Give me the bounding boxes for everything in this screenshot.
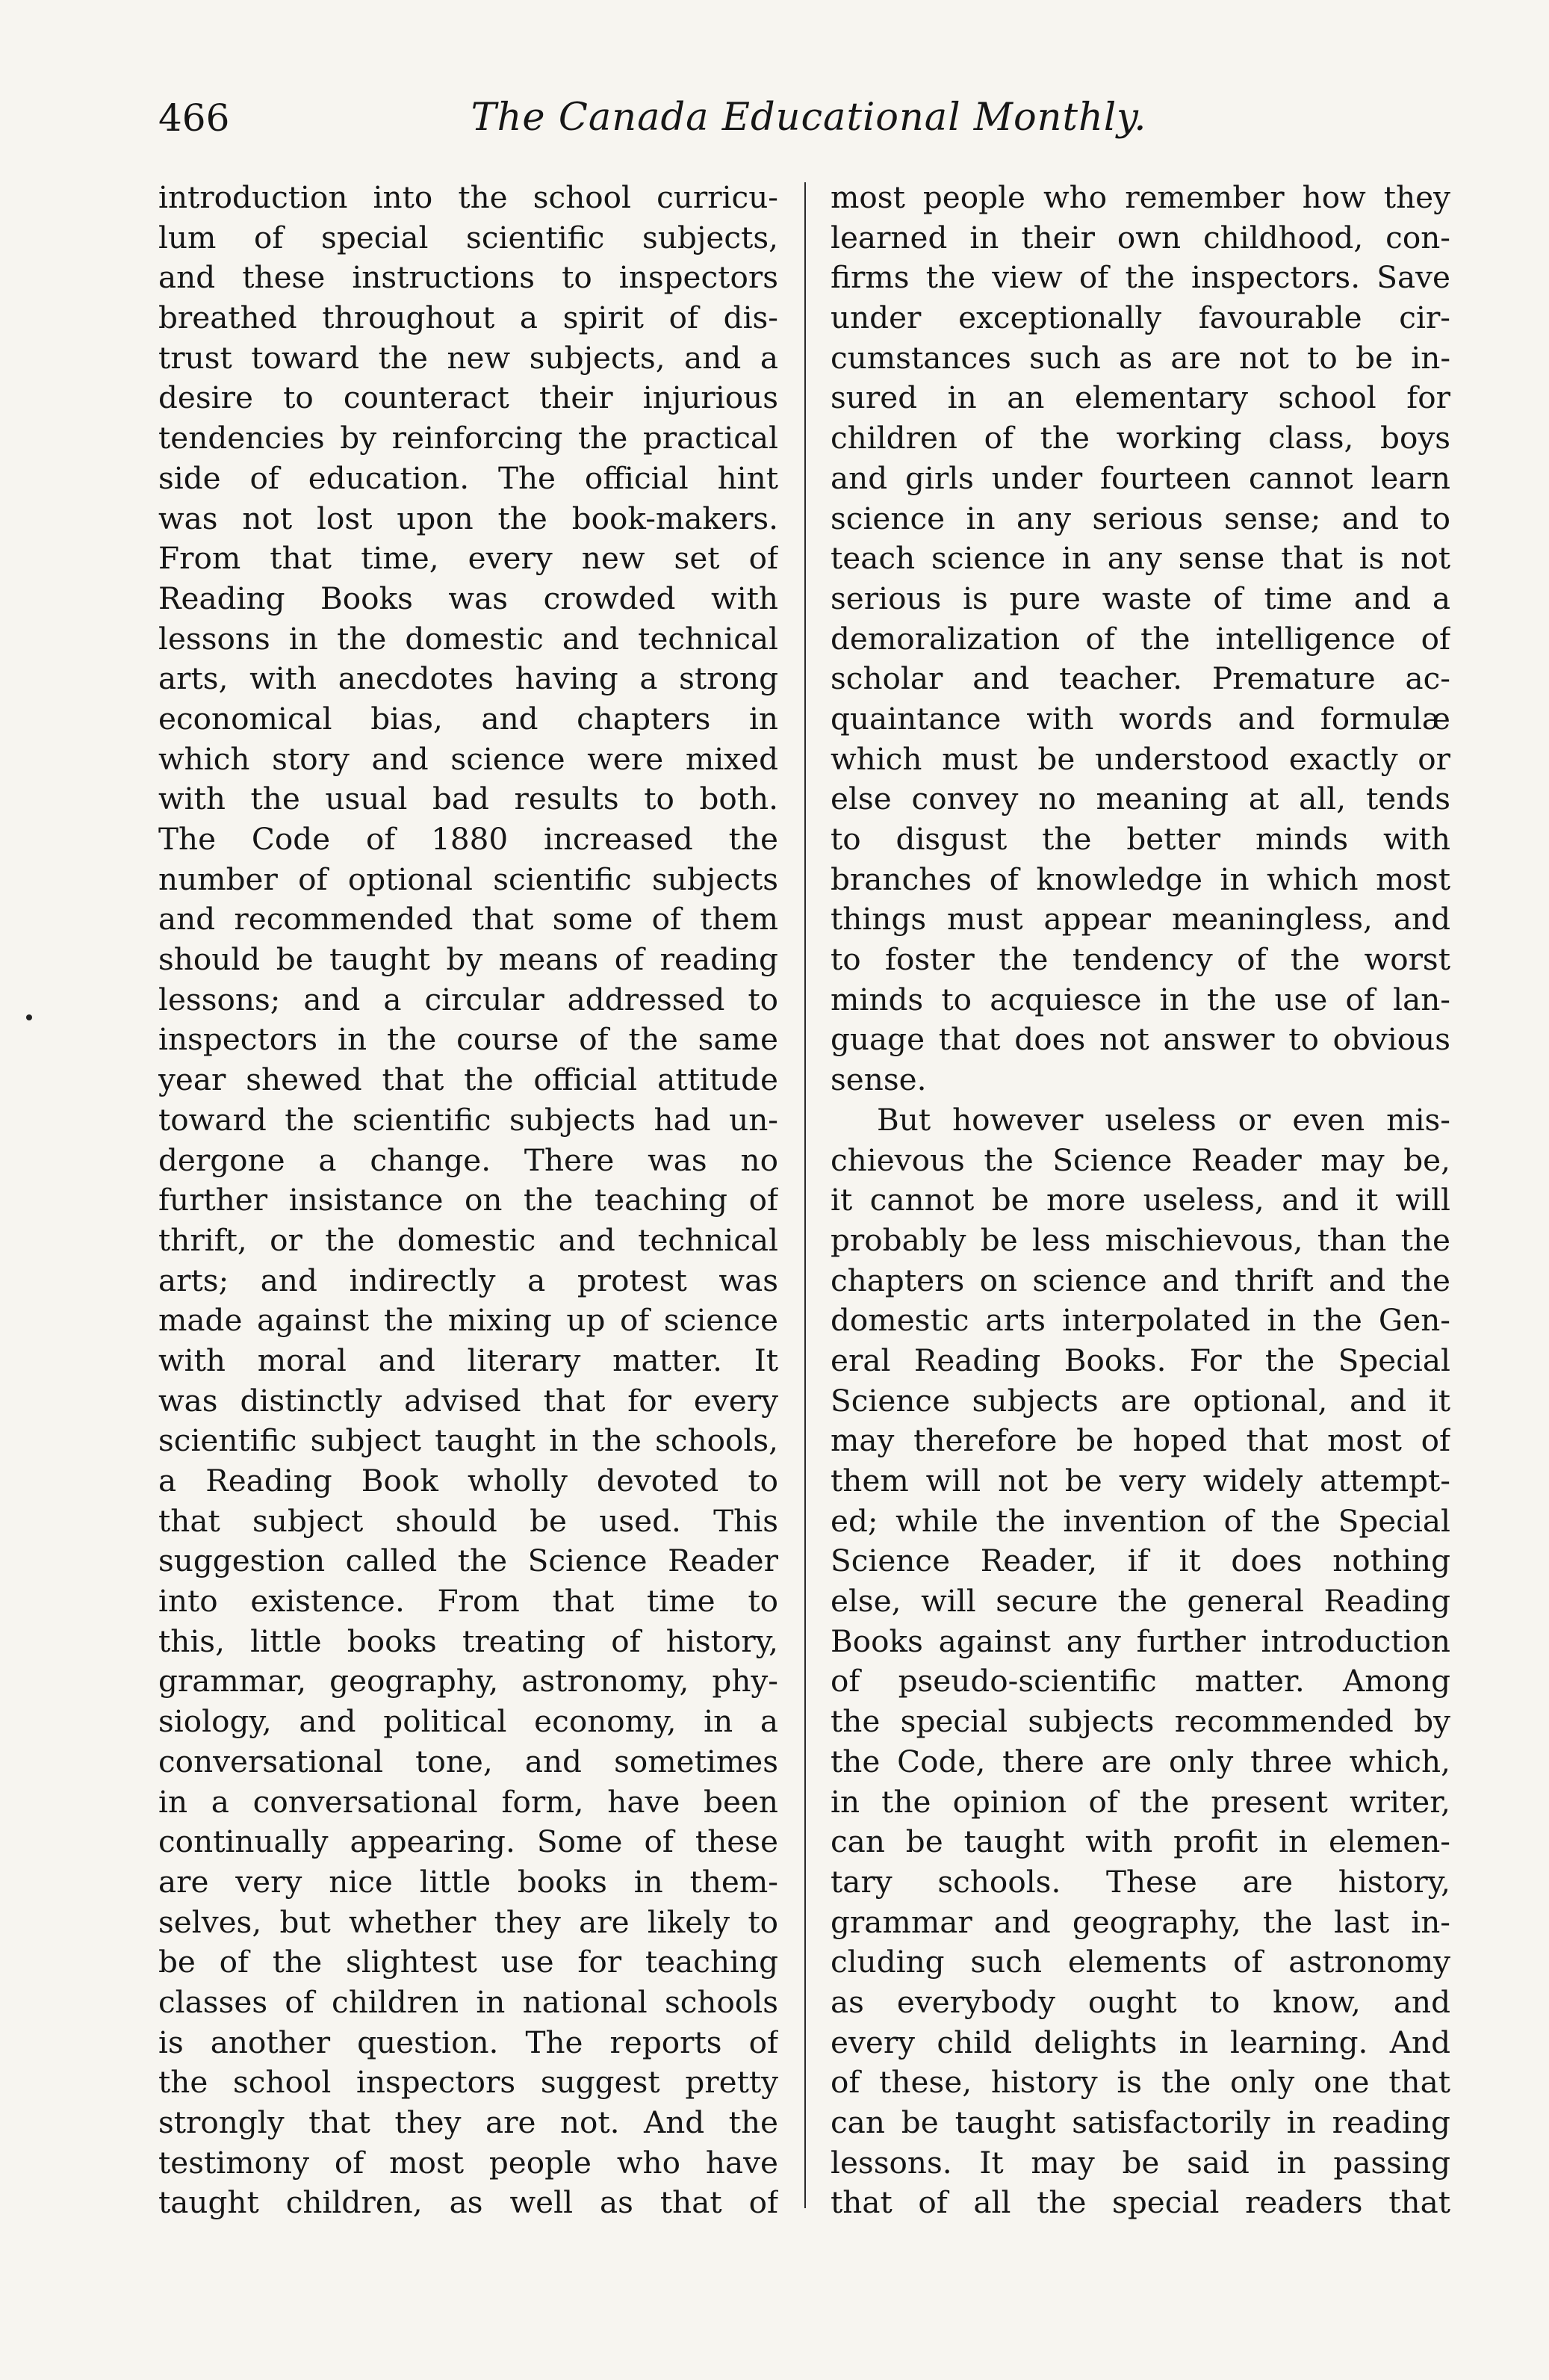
text-line: inspectors in the course of the same [158, 1021, 778, 1058]
page-number: 466 [158, 96, 230, 140]
text-line: probably be less mischievous, than the [831, 1221, 1450, 1258]
text-line: was distinctly advised that for every [158, 1382, 778, 1419]
text-line: sured in an elementary school for [831, 379, 1450, 416]
text-line: which story and science were mixed [158, 740, 778, 777]
text-line: breathed throughout a spirit of dis- [158, 300, 778, 336]
text-line: learned in their own childhood, con- [831, 219, 1450, 255]
text-line: suggestion called the Science Reader [158, 1543, 778, 1579]
text-line: and girls under fourteen cannot learn [831, 459, 1450, 496]
text-line: continually appearing. Some of these [158, 1823, 778, 1860]
text-line: From that time, every new set of [158, 540, 778, 577]
text-line: are very nice little books in them- [158, 1863, 778, 1900]
text-line: lessons; and a circular addressed to [158, 981, 778, 1017]
text-line: that of all the special readers that [831, 2184, 1450, 2221]
text-line: grammar and geography, the last in- [831, 1903, 1450, 1940]
text-line: Books against any further introduction [831, 1623, 1450, 1659]
text-line: science in any serious sense; and to [831, 500, 1450, 536]
text-line: testimony of most people who have [158, 2144, 778, 2181]
text-line: as everybody ought to know, and [831, 1983, 1450, 2020]
text-line: in a conversational form, have been [158, 1783, 778, 1820]
text-line: ed; while the invention of the Special [831, 1502, 1450, 1539]
text-line: to disgust the better minds with [831, 821, 1450, 857]
text-line: branches of knowledge in which most [831, 861, 1450, 897]
text-line: Reading Books was crowded with [158, 580, 778, 616]
text-line: may therefore be hoped that most of [831, 1422, 1450, 1459]
text-line: which must be understood exactly or [831, 740, 1450, 777]
text-line: sense. [831, 1062, 927, 1098]
text-line: year shewed that the official attitude [158, 1062, 778, 1098]
text-line: children of the working class, boys [831, 420, 1450, 456]
text-line: minds to acquiesce in the use of lan- [831, 981, 1450, 1017]
text-line: conversational tone, and sometimes [158, 1743, 778, 1779]
running-title: The Canada Educational Monthly. [471, 96, 1147, 140]
text-line: a Reading Book wholly devoted to [158, 1463, 778, 1499]
text-line: dergone a change. There was no [158, 1141, 778, 1178]
text-line: cluding such elements of astronomy [831, 1944, 1450, 1980]
margin-mark [26, 1014, 32, 1020]
text-line: was not lost upon the book-makers. [158, 500, 778, 536]
text-line: into existence. From that time to [158, 1583, 778, 1620]
text-line: scientific subject taught in the schools, [158, 1422, 778, 1459]
left-column [158, 178, 778, 2223]
text-line: introduction into the school curricu- [158, 179, 778, 215]
text-line: Science Reader, if it does nothing [831, 1543, 1450, 1579]
text-line: with the usual bad results to both. [158, 781, 778, 817]
text-line: under exceptionally favourable cir- [831, 300, 1450, 336]
text-line: to foster the tendency of the worst [831, 941, 1450, 978]
text-line: and these instructions to inspectors [158, 259, 778, 296]
text-line: of pseudo-scientific matter. Among [831, 1663, 1450, 1699]
text-line: else convey no meaning at all, tends [831, 781, 1450, 817]
text-line: serious is pure waste of time and a [831, 580, 1450, 616]
text-line: arts; and indirectly a protest was [158, 1262, 778, 1298]
text-line: be of the slightest use for teaching [158, 1944, 778, 1980]
text-line: things must appear meaningless, and [831, 901, 1450, 938]
text-line: them will not be very widely attempt- [831, 1463, 1450, 1499]
text-line: else, will secure the general Reading [831, 1583, 1450, 1620]
text-line: But however useless or even mis- [877, 1101, 1450, 1138]
text-line: in the opinion of the present writer, [831, 1783, 1450, 1820]
text-line: economical bias, and chapters in [158, 700, 778, 737]
text-line: guage that does not answer to obvious [831, 1021, 1450, 1058]
text-line: the Code, there are only three which, [831, 1743, 1450, 1779]
text-line: classes of children in national schools [158, 1983, 778, 2020]
text-line: toward the scientific subjects had un- [158, 1101, 778, 1138]
text-line: it cannot be more useless, and it will [831, 1182, 1450, 1218]
text-line: Science subjects are optional, and it [831, 1382, 1450, 1419]
text-line: lessons. It may be said in passing [831, 2144, 1450, 2181]
text-line: side of education. The official hint [158, 459, 778, 496]
column-divider [804, 182, 806, 2208]
text-line: firms the view of the inspectors. Save [831, 259, 1450, 296]
text-line: taught children, as well as that of [158, 2184, 778, 2221]
text-line: every child delights in learning. And [831, 2024, 1450, 2060]
text-line: thrift, or the domestic and technical [158, 1221, 778, 1258]
text-line: teach science in any sense that is not [831, 540, 1450, 577]
text-line: chapters on science and thrift and the [831, 1262, 1450, 1298]
text-line: lum of special scientific subjects, [158, 219, 778, 255]
text-line: tendencies by reinforcing the practical [158, 420, 778, 456]
text-line: arts, with anecdotes having a strong [158, 660, 778, 697]
text-line: the school inspectors suggest pretty [158, 2064, 778, 2101]
text-line: number of optional scientific subjects [158, 861, 778, 897]
text-line: eral Reading Books. For the Special [831, 1342, 1450, 1378]
text-line: siology, and political economy, in a [158, 1703, 778, 1740]
text-line: should be taught by means of reading [158, 941, 778, 978]
text-line: demoralization of the intelligence of [831, 620, 1450, 657]
text-line: is another question. The reports of [158, 2024, 778, 2060]
text-line: quaintance with words and formulæ [831, 700, 1450, 737]
text-line: chievous the Science Reader may be, [831, 1141, 1450, 1178]
text-line: this, little books treating of history, [158, 1623, 778, 1659]
text-line: of these, history is the only one that [831, 2064, 1450, 2101]
page-header [158, 88, 1459, 148]
text-line: can be taught satisfactorily in reading [831, 2104, 1450, 2140]
text-line: tary schools. These are history, [831, 1863, 1450, 1900]
text-line: made against the mixing up of science [158, 1302, 778, 1339]
text-line: cumstances such as are not to be in- [831, 339, 1450, 376]
text-line: trust toward the new subjects, and a [158, 339, 778, 376]
text-line: that subject should be used. This [158, 1502, 778, 1539]
text-line: and recommended that some of them [158, 901, 778, 938]
text-line: with moral and literary matter. It [158, 1342, 778, 1378]
text-line: most people who remember how they [831, 179, 1450, 215]
text-line: lessons in the domestic and technical [158, 620, 778, 657]
text-line: grammar, geography, astronomy, phy- [158, 1663, 778, 1699]
text-line: desire to counteract their injurious [158, 379, 778, 416]
text-line: selves, but whether they are likely to [158, 1903, 778, 1940]
text-line: further insistance on the teaching of [158, 1182, 778, 1218]
text-line: can be taught with profit in elemen- [831, 1823, 1450, 1860]
text-line: strongly that they are not. And the [158, 2104, 778, 2140]
text-line: the special subjects recommended by [831, 1703, 1450, 1740]
text-line: scholar and teacher. Premature ac- [831, 660, 1450, 697]
right-column [831, 178, 1450, 2223]
text-line: The Code of 1880 increased the [158, 821, 778, 857]
text-line: domestic arts interpolated in the Gen- [831, 1302, 1450, 1339]
